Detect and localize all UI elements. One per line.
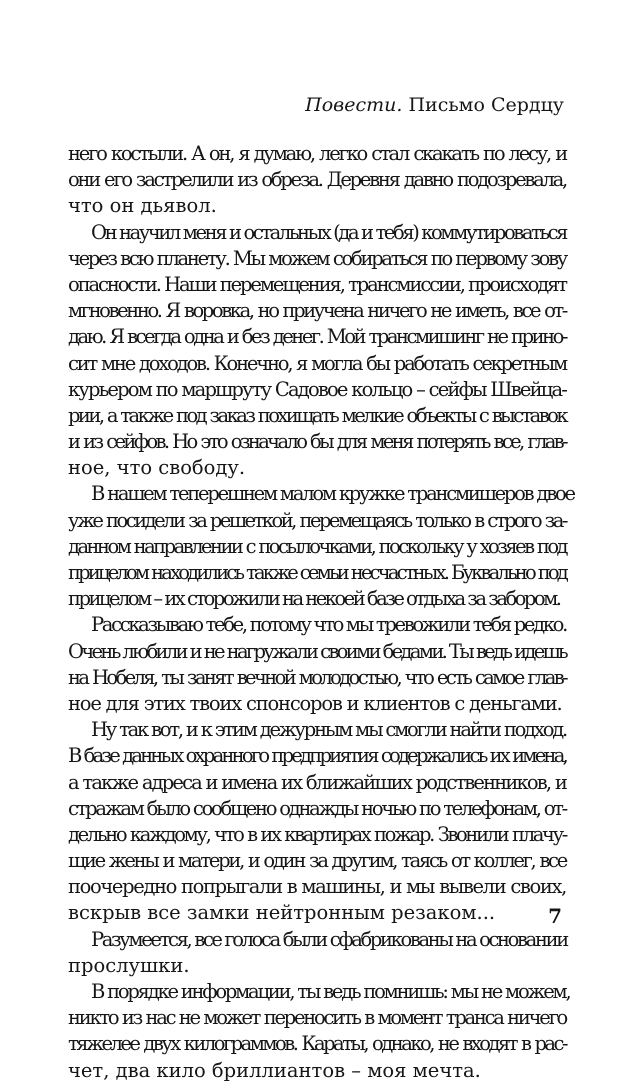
paragraph	[68, 979, 570, 1084]
text-line: курьером по маршруту Садовое кольцо – сейфы Швейца-	[68, 377, 566, 401]
paragraph	[68, 927, 566, 979]
text-line: на Нобеля, ты занят вечной молодостью, что есть самое глав-	[68, 665, 566, 689]
text-line: уже посидели за решеткой, перемещаясь только в строго за-	[68, 508, 566, 532]
paragraph	[68, 141, 566, 220]
paragraph	[68, 220, 566, 482]
text-line: что он дьявол.	[68, 194, 217, 218]
text-line: они его застрелили из обреза. Деревня давно подозревала,	[68, 168, 566, 192]
running-head-title: Письмо Сердцу	[408, 94, 564, 116]
text-line: щие жены и матери, и один за другим, таясь от коллег, все	[68, 849, 566, 873]
text-line: В нашем теперешнем малом кружке трансмишеров двое	[91, 482, 574, 506]
text-line: прицелом находились также семьи несчастных. Буквально под	[68, 561, 566, 584]
text-line: а также адреса и имена их ближайших родственников, и	[68, 770, 566, 794]
text-line: Он научил меня и остальных (да и тебя) коммутироваться	[91, 220, 566, 244]
text-line: ное для этих твоих спонсоров и клиентов с деньгами.	[68, 691, 562, 715]
text-line: никто из нас не может переносить в момент транса ничего	[68, 1006, 566, 1030]
body-text	[68, 141, 574, 1084]
text-line: Разумеется, все голоса были сфабрикованы на основании	[91, 927, 567, 951]
text-line: ное, что свободу.	[68, 456, 246, 480]
text-line: стражам было сообщено однажды ночью по телефонам, от-	[68, 796, 566, 820]
text-line: В порядке информации, ты ведь помнишь: мы не можем,	[91, 980, 570, 1003]
text-line: Рассказываю тебе, потому что мы тревожили тебя редко.	[91, 613, 566, 637]
text-line: чет, два кило бриллиантов – моя мечта.	[68, 1058, 481, 1082]
text-line: рии, а также под заказ похищать мелкие объекты с выставок	[68, 403, 566, 427]
text-line: мгновенно. Я воровка, но приучена ничего не иметь, все от-	[68, 299, 566, 323]
text-line: и из сейфов. Но это означало бы для меня потерять все, глав-	[68, 430, 566, 454]
text-line: даю. Я всегда одна и без денег. Мой трансмишинг не прино-	[68, 325, 566, 349]
text-line: прослушки.	[68, 953, 190, 977]
text-line: поочередно попрыгали в машины, и мы вывели своих,	[68, 875, 566, 899]
paragraph	[68, 481, 574, 612]
text-line: него костыли. А он, я думаю, легко стал скакать по лесу, и	[68, 142, 566, 165]
text-line: тяжелее двух килограммов. Караты, однако, не входят в рас-	[68, 1032, 566, 1056]
text-line: Ну так вот, и к этим дежурным мы смогли найти подход.	[91, 718, 566, 742]
paragraph	[68, 612, 566, 717]
text-line: Очень любили и не нагружали своими бедами. Ты ведь идешь	[68, 639, 566, 663]
running-head-section: Повести.	[305, 94, 403, 116]
text-line: опасности. Наши перемещения, трансмиссии, происходят	[68, 272, 566, 296]
text-line: через всю планету. Мы можем собираться по первому зову	[68, 246, 566, 270]
text-line: В базе данных охранного предприятия содержались их имена,	[68, 744, 566, 768]
text-line: данном направлении с посылочками, поскольку у хозяев под	[68, 534, 566, 558]
text-line: дельно каждому, что в их квартирах пожар. Звонили плачу-	[68, 822, 566, 846]
page-number: 7	[548, 904, 562, 928]
running-head	[305, 93, 564, 117]
text-line: сит мне доходов. Конечно, я могла бы работать секретным	[68, 351, 566, 375]
paragraph	[68, 717, 566, 927]
text-line: вскрыв все замки нейтронным резаком...	[68, 901, 496, 925]
text-line: прицелом – их сторожили на некоей базе отдыха за забором.	[68, 587, 560, 611]
